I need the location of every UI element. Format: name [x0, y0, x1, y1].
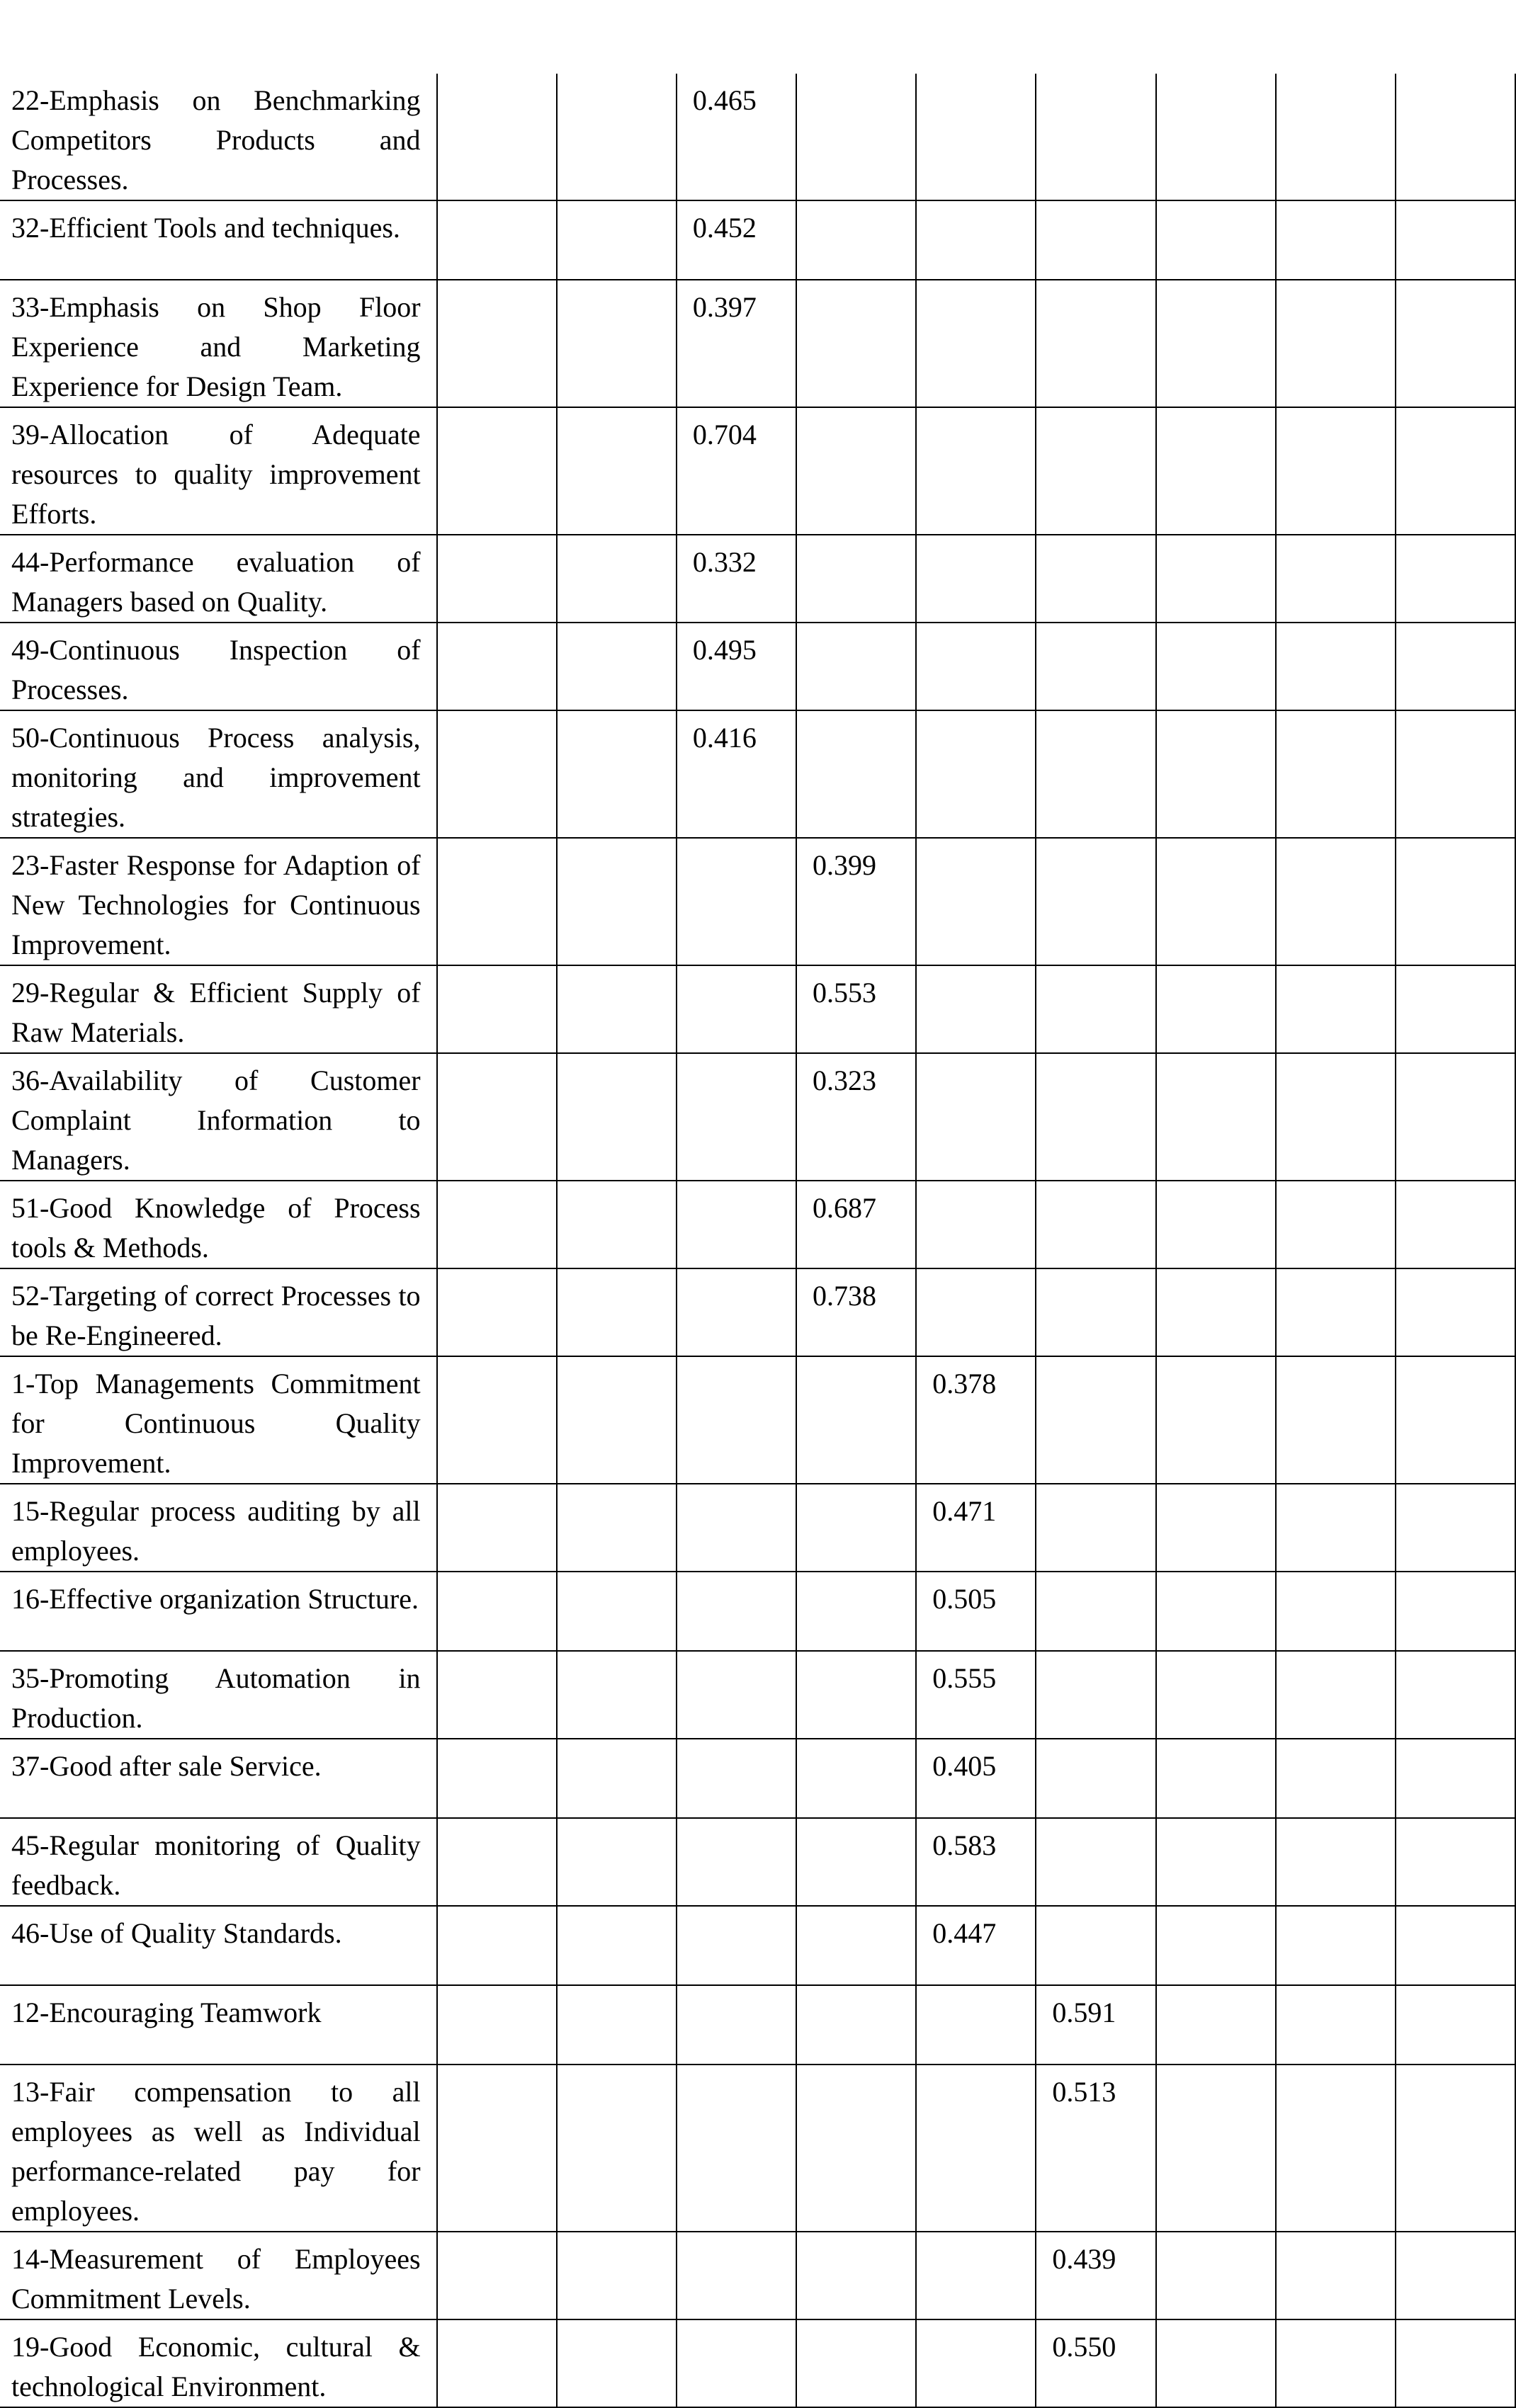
empty-cell: [1396, 1985, 1515, 2065]
empty-cell: [557, 1356, 677, 1484]
empty-cell: [1396, 2232, 1515, 2319]
empty-cell: [677, 1651, 796, 1739]
empty-cell: [437, 407, 557, 535]
empty-cell: [1156, 1906, 1276, 1985]
empty-cell: [916, 280, 1036, 407]
factor-loading-value: 0.439: [1036, 2232, 1155, 2319]
empty-cell: [677, 1572, 796, 1651]
empty-cell: [1396, 1818, 1515, 1906]
empty-cell: [1156, 1181, 1276, 1268]
empty-cell: [1396, 1739, 1515, 1818]
factor-loading-value: 0.447: [916, 1906, 1036, 1985]
empty-cell: [1156, 2232, 1276, 2319]
table-row: [0, 1739, 1515, 1818]
table-row: [0, 1985, 1515, 2065]
table-row: [0, 535, 1515, 623]
item-label-cell: 39-Allocation of Adequate resources to quality improvement Efforts.: [0, 407, 437, 535]
empty-cell: [1396, 965, 1515, 1053]
empty-cell: [796, 1739, 916, 1818]
empty-cell: [1276, 623, 1396, 710]
empty-cell: [437, 710, 557, 838]
empty-cell: [557, 838, 677, 965]
factor-loading-value: 0.687: [796, 1181, 916, 1268]
empty-cell: [1156, 2319, 1276, 2407]
factor-loading-value: 0.332: [677, 535, 796, 623]
empty-cell: [677, 2065, 796, 2232]
item-label-cell: 13-Fair compensation to all employees as well as Individual performance-related pay for employees.: [0, 2065, 437, 2232]
empty-cell: [916, 407, 1036, 535]
factor-loading-value: 0.513: [1036, 2065, 1155, 2232]
empty-cell: [437, 623, 557, 710]
empty-cell: [1156, 1572, 1276, 1651]
empty-cell: [437, 838, 557, 965]
empty-cell: [1156, 407, 1276, 535]
empty-cell: [557, 623, 677, 710]
empty-cell: [1276, 74, 1396, 200]
empty-cell: [916, 2319, 1036, 2407]
empty-cell: [557, 1651, 677, 1739]
empty-cell: [1156, 1356, 1276, 1484]
empty-cell: [1396, 838, 1515, 965]
loadings-table-page: [0, 74, 1501, 2402]
table-row: [0, 1818, 1515, 1906]
table-row: [0, 1181, 1515, 1268]
table-row: [0, 407, 1515, 535]
empty-cell: [557, 280, 677, 407]
empty-cell: [1276, 1484, 1396, 1572]
empty-cell: [677, 965, 796, 1053]
item-label-cell: 15-Regular process auditing by all employees.: [0, 1484, 437, 1572]
empty-cell: [1276, 2319, 1396, 2407]
empty-cell: [796, 407, 916, 535]
empty-cell: [1036, 710, 1155, 838]
empty-cell: [1276, 1181, 1396, 1268]
factor-loading-value: 0.555: [916, 1651, 1036, 1739]
empty-cell: [1036, 838, 1155, 965]
empty-cell: [437, 1906, 557, 1985]
item-label-cell: 35-Promoting Automation in Production.: [0, 1651, 437, 1739]
empty-cell: [677, 1739, 796, 1818]
empty-cell: [677, 1906, 796, 1985]
table-row: [0, 965, 1515, 1053]
empty-cell: [1276, 407, 1396, 535]
table-row: [0, 280, 1515, 407]
item-label-cell: 23-Faster Response for Adaption of New Technologies for Continuous Improvement.: [0, 838, 437, 965]
empty-cell: [437, 1268, 557, 1356]
empty-cell: [796, 1906, 916, 1985]
empty-cell: [1036, 1572, 1155, 1651]
empty-cell: [916, 200, 1036, 280]
item-label-cell: 1-Top Managements Commitment for Continuous Quality Improvement.: [0, 1356, 437, 1484]
empty-cell: [557, 74, 677, 200]
empty-cell: [677, 1985, 796, 2065]
empty-cell: [916, 1985, 1036, 2065]
empty-cell: [1276, 710, 1396, 838]
empty-cell: [437, 74, 557, 200]
empty-cell: [437, 535, 557, 623]
empty-cell: [677, 1356, 796, 1484]
empty-cell: [557, 1985, 677, 2065]
empty-cell: [1396, 74, 1515, 200]
item-label-cell: 46-Use of Quality Standards.: [0, 1906, 437, 1985]
empty-cell: [1276, 1818, 1396, 1906]
empty-cell: [796, 1985, 916, 2065]
empty-cell: [677, 1484, 796, 1572]
empty-cell: [796, 623, 916, 710]
factor-loading-value: 0.704: [677, 407, 796, 535]
empty-cell: [796, 535, 916, 623]
table-row: [0, 1053, 1515, 1181]
empty-cell: [1036, 200, 1155, 280]
empty-cell: [1156, 200, 1276, 280]
empty-cell: [1276, 1651, 1396, 1739]
empty-cell: [1156, 838, 1276, 965]
empty-cell: [796, 710, 916, 838]
empty-cell: [557, 200, 677, 280]
item-label-cell: 50-Continuous Process analysis, monitoring and improvement strategies.: [0, 710, 437, 838]
empty-cell: [557, 965, 677, 1053]
empty-cell: [557, 1484, 677, 1572]
table-row: [0, 74, 1515, 200]
item-label-cell: 52-Targeting of correct Processes to be Re-Engineered.: [0, 1268, 437, 1356]
empty-cell: [1276, 280, 1396, 407]
empty-cell: [437, 1739, 557, 1818]
factor-loading-value: 0.591: [1036, 1985, 1155, 2065]
empty-cell: [1396, 407, 1515, 535]
empty-cell: [1396, 1572, 1515, 1651]
table-row: [0, 200, 1515, 280]
empty-cell: [1156, 2065, 1276, 2232]
factor-loading-value: 0.738: [796, 1268, 916, 1356]
empty-cell: [1396, 200, 1515, 280]
table-row: [0, 1484, 1515, 1572]
table-row: [0, 1356, 1515, 1484]
empty-cell: [1036, 1356, 1155, 1484]
empty-cell: [1276, 1906, 1396, 1985]
empty-cell: [796, 74, 916, 200]
item-label-cell: 14-Measurement of Employees Commitment Levels.: [0, 2232, 437, 2319]
empty-cell: [677, 838, 796, 965]
empty-cell: [1276, 2065, 1396, 2232]
factor-loading-value: 0.505: [916, 1572, 1036, 1651]
empty-cell: [1156, 1739, 1276, 1818]
empty-cell: [677, 1181, 796, 1268]
empty-cell: [1036, 1181, 1155, 1268]
item-label-cell: 16-Effective organization Structure.: [0, 1572, 437, 1651]
empty-cell: [1156, 623, 1276, 710]
empty-cell: [1036, 1651, 1155, 1739]
table-row: [0, 2065, 1515, 2232]
factor-loading-value: 0.495: [677, 623, 796, 710]
empty-cell: [796, 200, 916, 280]
empty-cell: [1036, 965, 1155, 1053]
empty-cell: [1036, 1906, 1155, 1985]
empty-cell: [916, 838, 1036, 965]
empty-cell: [557, 407, 677, 535]
empty-cell: [1156, 1818, 1276, 1906]
empty-cell: [1036, 407, 1155, 535]
empty-cell: [557, 1572, 677, 1651]
empty-cell: [677, 1268, 796, 1356]
table-row: [0, 1572, 1515, 1651]
empty-cell: [1036, 74, 1155, 200]
empty-cell: [916, 2065, 1036, 2232]
table-row: [0, 1906, 1515, 1985]
empty-cell: [437, 280, 557, 407]
empty-cell: [1396, 2319, 1515, 2407]
item-label-cell: 22-Emphasis on Benchmarking Competitors Products and Processes.: [0, 74, 437, 200]
empty-cell: [557, 2232, 677, 2319]
empty-cell: [1396, 1906, 1515, 1985]
item-label-cell: 37-Good after sale Service.: [0, 1739, 437, 1818]
empty-cell: [1396, 535, 1515, 623]
item-label-cell: 44-Performance evaluation of Managers based on Quality.: [0, 535, 437, 623]
empty-cell: [1036, 535, 1155, 623]
factor-loading-value: 0.397: [677, 280, 796, 407]
table-row: [0, 623, 1515, 710]
factor-loading-value: 0.405: [916, 1739, 1036, 1818]
factor-loading-value: 0.583: [916, 1818, 1036, 1906]
empty-cell: [916, 535, 1036, 623]
empty-cell: [1036, 623, 1155, 710]
empty-cell: [1156, 1484, 1276, 1572]
empty-cell: [1276, 1053, 1396, 1181]
empty-cell: [437, 1356, 557, 1484]
item-label-cell: 19-Good Economic, cultural & technological Environment.: [0, 2319, 437, 2407]
empty-cell: [796, 2232, 916, 2319]
empty-cell: [1276, 2232, 1396, 2319]
empty-cell: [1036, 1268, 1155, 1356]
empty-cell: [557, 1906, 677, 1985]
empty-cell: [437, 2319, 557, 2407]
empty-cell: [1276, 1739, 1396, 1818]
empty-cell: [1396, 280, 1515, 407]
empty-cell: [437, 200, 557, 280]
empty-cell: [1276, 1268, 1396, 1356]
empty-cell: [916, 710, 1036, 838]
table-row: [0, 710, 1515, 838]
empty-cell: [1156, 280, 1276, 407]
table-row: [0, 2319, 1515, 2407]
empty-cell: [1156, 710, 1276, 838]
empty-cell: [1276, 535, 1396, 623]
empty-cell: [1156, 965, 1276, 1053]
table-row: [0, 1651, 1515, 1739]
empty-cell: [1276, 1985, 1396, 2065]
empty-cell: [796, 2319, 916, 2407]
empty-cell: [1156, 1268, 1276, 1356]
empty-cell: [796, 1484, 916, 1572]
empty-cell: [916, 965, 1036, 1053]
factor-loading-value: 0.465: [677, 74, 796, 200]
empty-cell: [916, 1268, 1036, 1356]
empty-cell: [796, 1818, 916, 1906]
factor-loading-value: 0.452: [677, 200, 796, 280]
empty-cell: [437, 965, 557, 1053]
empty-cell: [1036, 1739, 1155, 1818]
empty-cell: [437, 2232, 557, 2319]
factor-loading-value: 0.471: [916, 1484, 1036, 1572]
empty-cell: [557, 710, 677, 838]
empty-cell: [1396, 1053, 1515, 1181]
empty-cell: [437, 1484, 557, 1572]
item-label-cell: 45-Regular monitoring of Quality feedback.: [0, 1818, 437, 1906]
empty-cell: [1276, 838, 1396, 965]
empty-cell: [1156, 74, 1276, 200]
empty-cell: [1396, 1181, 1515, 1268]
empty-cell: [1156, 1985, 1276, 2065]
factor-loading-value: 0.323: [796, 1053, 916, 1181]
empty-cell: [437, 1651, 557, 1739]
empty-cell: [437, 1053, 557, 1181]
empty-cell: [557, 1739, 677, 1818]
empty-cell: [1276, 1572, 1396, 1651]
empty-cell: [677, 1053, 796, 1181]
factor-loading-value: 0.416: [677, 710, 796, 838]
empty-cell: [1276, 200, 1396, 280]
empty-cell: [796, 1572, 916, 1651]
empty-cell: [557, 1181, 677, 1268]
factor-loading-value: 0.550: [1036, 2319, 1155, 2407]
empty-cell: [677, 2232, 796, 2319]
empty-cell: [1396, 623, 1515, 710]
item-label-cell: 12-Encouraging Teamwork: [0, 1985, 437, 2065]
empty-cell: [437, 1572, 557, 1651]
empty-cell: [916, 74, 1036, 200]
empty-cell: [1276, 1356, 1396, 1484]
factor-loading-value: 0.553: [796, 965, 916, 1053]
empty-cell: [1036, 1484, 1155, 1572]
item-label-cell: 36-Availability of Customer Complaint Information to Managers.: [0, 1053, 437, 1181]
empty-cell: [1276, 965, 1396, 1053]
empty-cell: [437, 1181, 557, 1268]
empty-cell: [437, 2065, 557, 2232]
empty-cell: [1396, 1651, 1515, 1739]
table-row: [0, 838, 1515, 965]
factor-loading-value: 0.399: [796, 838, 916, 965]
empty-cell: [557, 535, 677, 623]
empty-cell: [916, 2232, 1036, 2319]
factor-loadings-table: [0, 74, 1516, 2408]
empty-cell: [1396, 2065, 1515, 2232]
item-label-cell: 32-Efficient Tools and techniques.: [0, 200, 437, 280]
empty-cell: [437, 1818, 557, 1906]
empty-cell: [437, 1985, 557, 2065]
item-label-cell: 29-Regular & Efficient Supply of Raw Materials.: [0, 965, 437, 1053]
empty-cell: [916, 1053, 1036, 1181]
empty-cell: [1156, 1651, 1276, 1739]
empty-cell: [1396, 1268, 1515, 1356]
factor-loading-value: 0.378: [916, 1356, 1036, 1484]
empty-cell: [796, 1356, 916, 1484]
item-label-cell: 49-Continuous Inspection of Processes.: [0, 623, 437, 710]
empty-cell: [557, 1818, 677, 1906]
empty-cell: [557, 1053, 677, 1181]
empty-cell: [1396, 1356, 1515, 1484]
empty-cell: [916, 1181, 1036, 1268]
empty-cell: [796, 2065, 916, 2232]
empty-cell: [557, 2319, 677, 2407]
table-row: [0, 1268, 1515, 1356]
table-row: [0, 2232, 1515, 2319]
empty-cell: [1156, 535, 1276, 623]
empty-cell: [1036, 1053, 1155, 1181]
empty-cell: [1396, 710, 1515, 838]
empty-cell: [916, 623, 1036, 710]
empty-cell: [677, 2319, 796, 2407]
empty-cell: [1156, 1053, 1276, 1181]
empty-cell: [796, 280, 916, 407]
empty-cell: [1396, 1484, 1515, 1572]
empty-cell: [1036, 1818, 1155, 1906]
empty-cell: [677, 1818, 796, 1906]
empty-cell: [557, 1268, 677, 1356]
item-label-cell: 33-Emphasis on Shop Floor Experience and Marketing Experience for Design Team.: [0, 280, 437, 407]
empty-cell: [796, 1651, 916, 1739]
item-label-cell: 51-Good Knowledge of Process tools & Methods.: [0, 1181, 437, 1268]
empty-cell: [1036, 280, 1155, 407]
empty-cell: [557, 2065, 677, 2232]
